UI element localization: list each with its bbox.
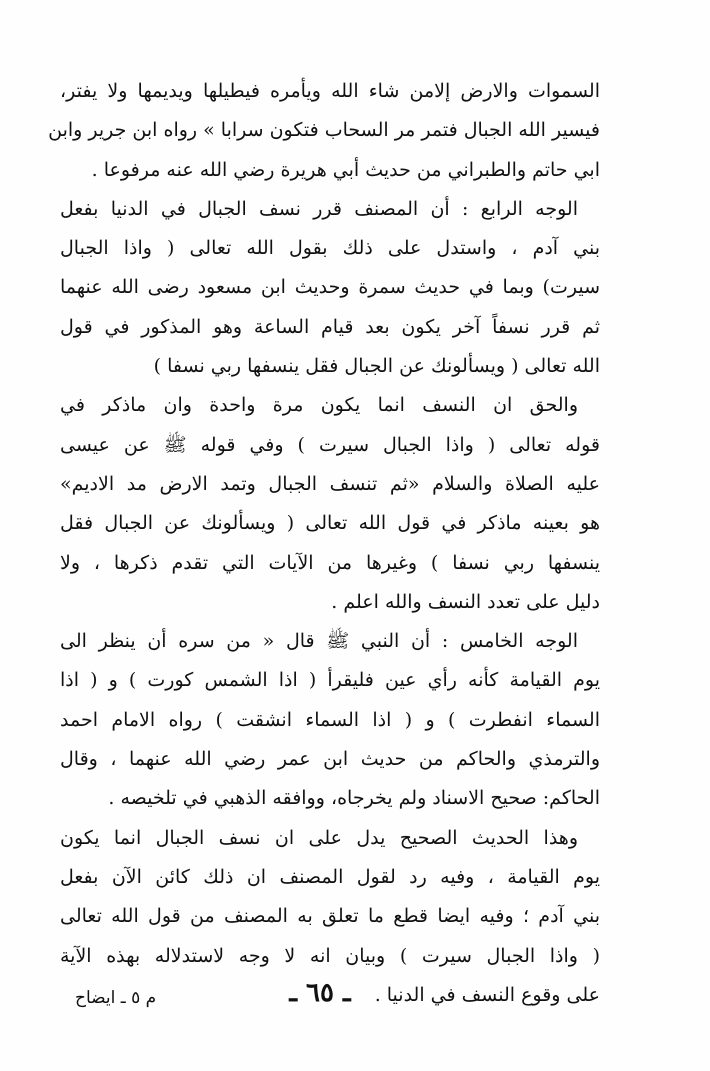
text-line: بني آدم ؛ وفيه ايضا قطع ما تعلق به المصنف من قول الله تعالى (60, 905, 600, 928)
text-line: وهذا الحديث الصحيح يدل على ان نسف الجبال انما يكون (60, 826, 578, 849)
text-line: الوجه الرابع : أن المصنف قرر نسف الجبال في الدنيا بفعل (60, 197, 578, 220)
text-line: دليل على تعدد النسف والله اعلم . (331, 590, 600, 613)
page-body-text (48, 72, 600, 1015)
text-line: ابي حاتم والطبراني من حديث أبي هريرة رضي الله عنه مرفوعا . (91, 158, 600, 181)
text-line: على وقوع النسف في الدنيا . (374, 983, 600, 1006)
page-footer (0, 978, 710, 1028)
text-line: السماء انفطرت ) و ( اذا السماء انشقت ) رواه الامام احمد (60, 708, 600, 731)
text-line: يوم القيامة كأنه رأي عين فليقرأ ( اذا الشمس كورت ) و ( اذا (60, 669, 600, 692)
text-line: والترمذي والحاكم من حديث ابن عمر رضي الله عنهما ، وقال (60, 748, 600, 771)
text-line: السموات والارض إلامن شاء الله ويأمره فيطيلها ويديمها ولا يفتر، (60, 80, 600, 102)
text-line: الحاكم: صحيح الاسناد ولم يخرجاه، ووافقه الذهبي في تلخيصه . (108, 787, 600, 810)
text-line: بني آدم ، واستدل على ذلك بقول الله تعالى ( واذا الجبال (60, 237, 600, 260)
text-line: فيسير الله الجبال فتمر مر السحاب فتكون سرابا » رواه ابن جرير وابن (48, 119, 600, 142)
text-line: ثم قرر نسفاً آخر يكون بعد قيام الساعة وهو المذكور في قول (60, 315, 600, 338)
text-line: ( واذا الجبال سيرت ) وبيان انه لا وجه لاستدلاله بهذه الآية (60, 944, 600, 967)
text-line: سيرت) وبما في حديث سمرة وحديث ابن مسعود رضى الله عنهما (60, 276, 600, 299)
text-line: ينسفها ربي نسفا ) وغيرها من الآيات التي تقدم ذكرها ، ولا (60, 551, 600, 574)
text-line: قوله تعالى ( واذا الجبال سيرت ) وفي قوله ﷺ عن عيسى (60, 433, 600, 456)
text-line: والحق ان النسف انما يكون مرة واحدة وان ماذكر في (60, 394, 578, 417)
text-line: الوجه الخامس : أن النبي ﷺ قال « من سره أن ينظر الى (60, 630, 578, 653)
text-line: عليه الصلاة والسلام «ثم تنسف الجبال وتمد الارض مد الاديم» (60, 472, 600, 495)
page-number: ـ ٦٥ ـ (289, 978, 351, 1008)
signature-mark: م ٥ ـ ايضاح (75, 988, 157, 1008)
text-line: يوم القيامة ، وفيه رد لقول المصنف ان ذلك كائن الآن بفعل (60, 865, 600, 888)
text-line: هو بعينه ماذكر في قول الله تعالى ( ويسألونك عن الجبال فقل (60, 512, 600, 535)
text-line: الله تعالى ( ويسألونك عن الجبال فقل ينسفها ربي نسفا ) (153, 355, 600, 378)
